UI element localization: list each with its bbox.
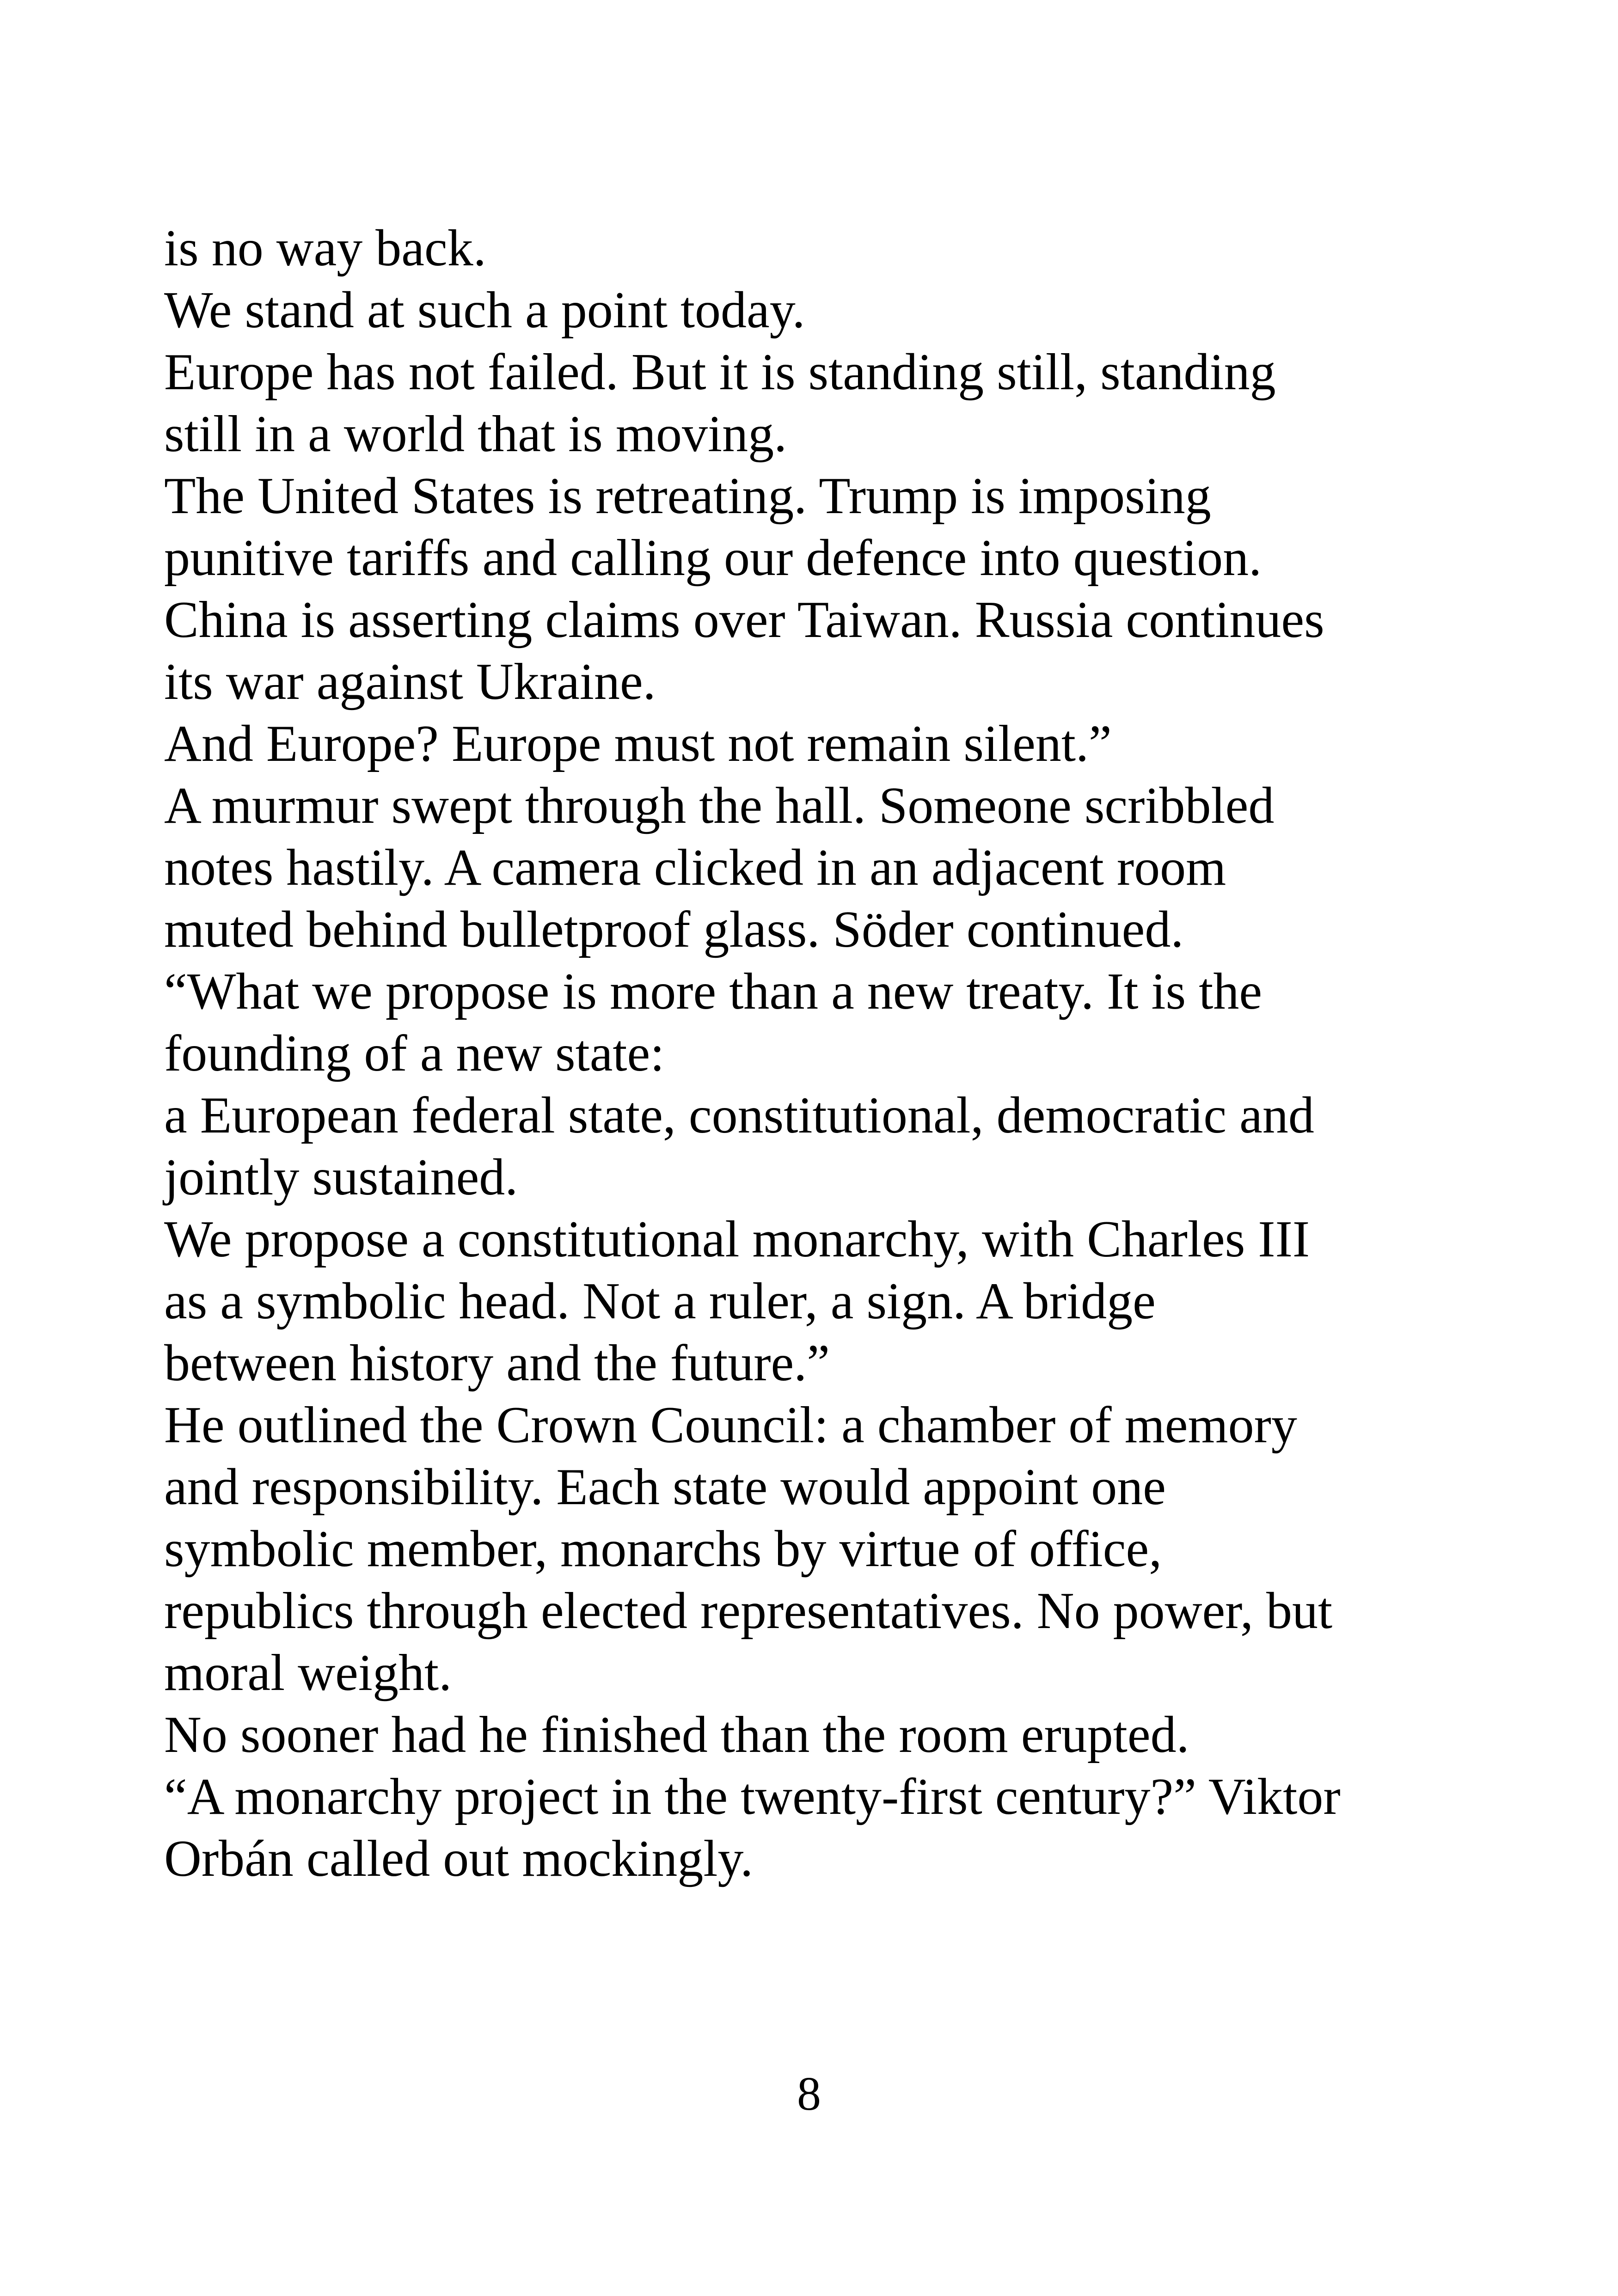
text-line: “What we propose is more than a new treaty. It is the xyxy=(164,963,1263,1020)
text-line: punitive tariffs and calling our defence into question. xyxy=(164,529,1262,587)
text-line: We stand at such a point today. xyxy=(164,282,805,339)
text-line: The United States is retreating. Trump is imposing xyxy=(164,467,1211,525)
text-line: moral weight. xyxy=(164,1644,452,1702)
text-line: And Europe? Europe must not remain silent.” xyxy=(164,715,1112,772)
text-line: muted behind bulletproof glass. Söder continued. xyxy=(164,901,1184,958)
text-line: as a symbolic head. Not a ruler, a sign. A bridge xyxy=(164,1273,1156,1330)
text-line: “A monarchy project in the twenty-first century?” Viktor xyxy=(164,1768,1341,1825)
text-line: symbolic member, monarchs by virtue of office, xyxy=(164,1520,1162,1578)
text-line: Europe has not failed. But it is standing still, standing xyxy=(164,343,1276,401)
text-line: and responsibility. Each state would appoint one xyxy=(164,1458,1166,1516)
text-line: A murmur swept through the hall. Someone scribbled xyxy=(164,777,1275,834)
text-line: still in a world that is moving. xyxy=(164,405,787,463)
text-line: republics through elected representatives. No power, but xyxy=(164,1582,1333,1640)
text-line: founding of a new state: xyxy=(164,1025,665,1082)
text-line: He outlined the Crown Council: a chamber of memory xyxy=(164,1396,1297,1454)
text-line: its war against Ukraine. xyxy=(164,653,656,710)
text-line: jointly sustained. xyxy=(164,1149,518,1206)
text-line: notes hastily. A camera clicked in an adjacent room xyxy=(164,839,1226,896)
text-line: is no way back. xyxy=(164,220,486,277)
text-line: Orbán called out mockingly. xyxy=(164,1830,754,1887)
text-line: between history and the future.” xyxy=(164,1335,830,1392)
text-line: a European federal state, constitutional, democratic and xyxy=(164,1087,1314,1144)
text-line: We propose a constitutional monarchy, with Charles III xyxy=(164,1211,1310,1268)
body-text xyxy=(164,217,1468,1890)
text-line: China is asserting claims over Taiwan. Russia continues xyxy=(164,591,1324,649)
page-number: 8 xyxy=(797,2067,821,2120)
text-line: No sooner had he finished than the room erupted. xyxy=(164,1706,1189,1763)
